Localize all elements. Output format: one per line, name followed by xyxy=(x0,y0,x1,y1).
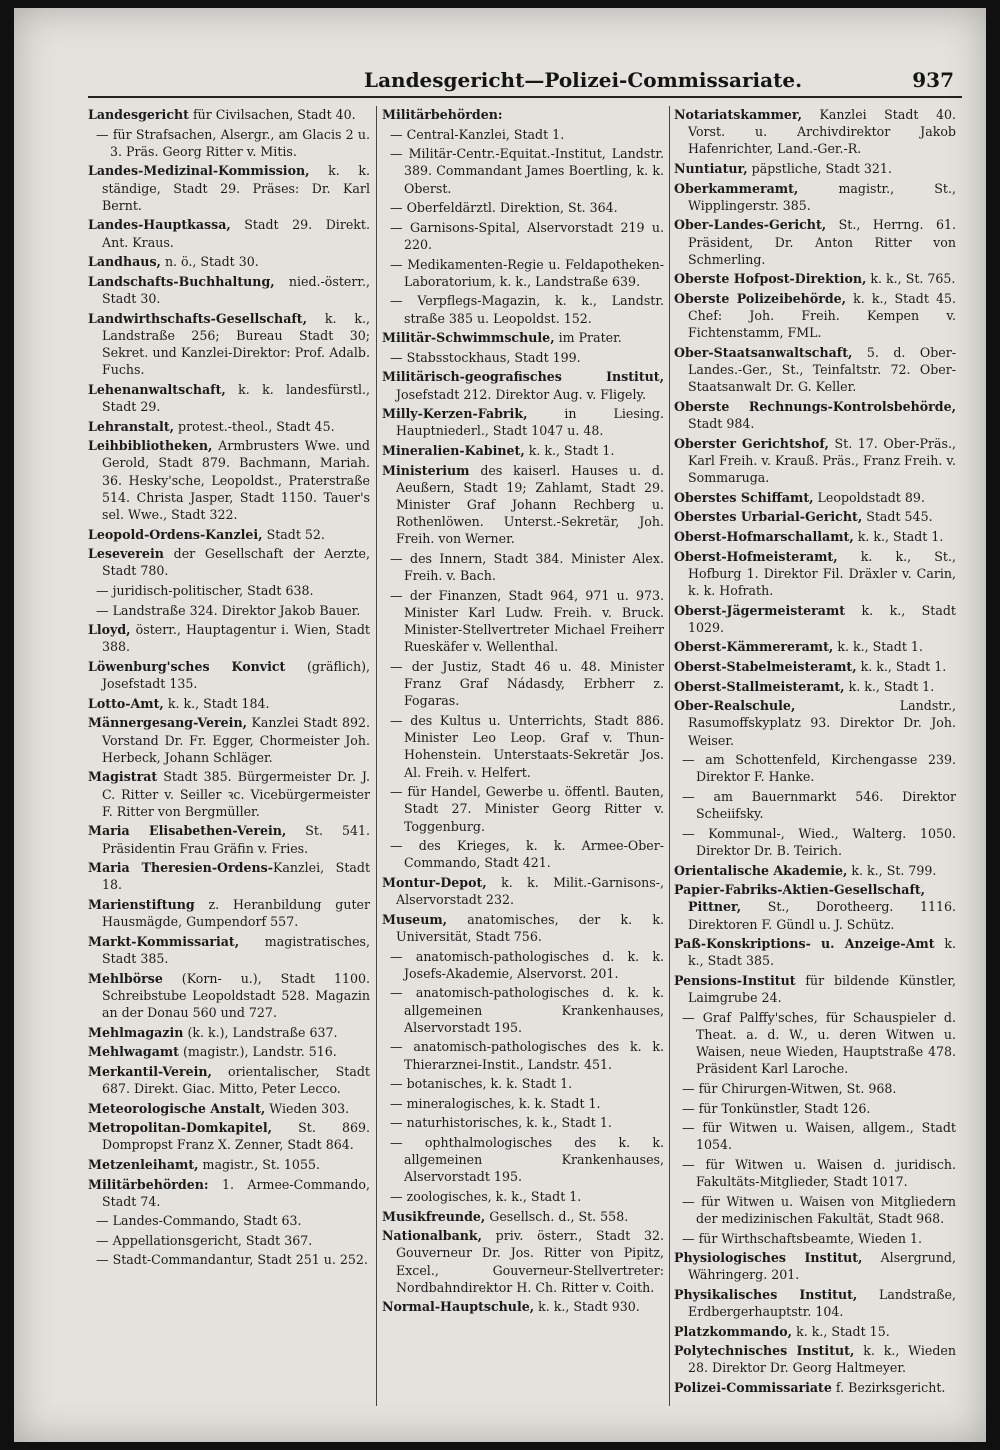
entry-heading: Mineralien-Kabinet, xyxy=(382,442,525,458)
entry-heading: Orientalische Akademie, xyxy=(674,862,848,878)
entry-heading: Militärbehörden: xyxy=(88,1176,209,1192)
directory-subentry xyxy=(382,984,664,1036)
directory-entry xyxy=(674,972,956,1006)
directory-entry xyxy=(674,935,956,969)
entry-heading: Oberst-Kämmereramt, xyxy=(674,639,834,655)
entry-heading: Oberkammeramt, xyxy=(674,180,799,196)
entry-heading: Oberst-Stallmeisteramt, xyxy=(674,678,845,694)
directory-entry xyxy=(674,881,956,933)
entry-text: für Witwen u. Waisen, allgem., Stadt 1054. xyxy=(696,1120,956,1153)
directory-entry xyxy=(674,697,956,749)
entry-text: Verpflegs-Magazin, k. k., Landstr. straße 385 u. Leopoldst. 152. xyxy=(404,293,664,326)
entry-heading: Nationalbank, xyxy=(382,1228,483,1244)
entry-text: Alsergrund, Währingerg. 201. xyxy=(688,1250,956,1283)
entry-text: Stadt-Commandantur, Stadt 251 u. 252. xyxy=(112,1252,368,1268)
directory-entry xyxy=(674,1286,956,1320)
entry-text: k. k., Stadt 385. xyxy=(688,936,956,969)
directory-entry xyxy=(88,1043,370,1060)
entry-heading: Landes-Hauptkassa, xyxy=(88,217,231,233)
entry-heading: Ober-Realschule, xyxy=(674,698,796,714)
directory-entry xyxy=(674,398,956,432)
directory-subentry xyxy=(674,825,956,859)
entry-heading: Oberst-Stabelmeisteramt, xyxy=(674,658,857,674)
entry-heading: Landhaus, xyxy=(88,254,161,270)
directory-subentry xyxy=(382,145,664,197)
directory-entry xyxy=(88,106,370,123)
entry-heading: Oberste Polizeibehörde, xyxy=(674,290,847,306)
entry-text: (gräflich), Josefstadt 135. xyxy=(102,658,370,692)
page-number: 937 xyxy=(912,68,954,92)
directory-entry xyxy=(88,1100,370,1117)
entry-text: Stadt 984. xyxy=(688,416,755,432)
entry-text: Medikamenten-Regie u. Feldapotheken-Laboratorium, k. k., Landstraße 639. xyxy=(404,256,664,289)
entry-text: Landstr., Rasumoffskyplatz 93. Direktor Dr. Joh. Weiser. xyxy=(688,698,956,748)
directory-subentry xyxy=(674,788,956,822)
entry-heading: Montur-Depot, xyxy=(382,874,487,890)
directory-subentry xyxy=(382,1188,664,1205)
directory-entry xyxy=(674,528,956,545)
entry-text: f. Bezirksgericht. xyxy=(831,1380,946,1396)
entry-heading: Oberst-Hofmarschallamt, xyxy=(674,528,854,544)
directory-entry xyxy=(674,602,956,636)
entry-heading: Musikfreunde, xyxy=(382,1208,486,1224)
directory-entry xyxy=(382,405,664,439)
entry-text: am Bauernmarkt 546. Direktor Scheiifsky. xyxy=(696,788,956,822)
entry-text: des Kultus u. Unterrichts, Stadt 886. Minister Leo Leop. Graf v. Thun-Hohenstein. Unterstaats-Sekretär Jos. Al. Freih. v. Helfert. xyxy=(404,712,664,780)
entry-text: k. k., Stadt 45. Chef: Joh. Freih. Kempen v. Fichtenstamm, FML. xyxy=(688,290,956,341)
directory-entry xyxy=(88,695,370,712)
entry-text: Armbrusters Wwe. und Gerold, Stadt 879. Bachmann, Mariah. 36. Hesky'sche, Leopoldst., Praterstraße 514. Christa Jasper, Stadt 1150. Tauer's sel. Wwe., Stadt 322. xyxy=(102,438,370,522)
entry-heading: Maria Elisabethen-Verein, xyxy=(88,823,287,839)
directory-subentry xyxy=(382,349,664,366)
header-rule xyxy=(88,96,962,98)
directory-entry xyxy=(382,1227,664,1296)
directory-entry xyxy=(674,638,956,655)
entry-heading: Notariatskammer, xyxy=(674,107,803,122)
entry-heading: Oberst-Jägermeisteramt xyxy=(674,602,846,618)
directory-entry xyxy=(674,180,956,214)
directory-entry xyxy=(88,310,370,379)
directory-entry xyxy=(674,1379,956,1396)
entry-text: (magistr.), Landstr. 516. xyxy=(179,1044,337,1060)
directory-subentry xyxy=(88,602,370,619)
directory-entry xyxy=(88,1063,370,1097)
entry-text: St., Dorotheerg. 1116. Direktoren F. Gündl u. J. Schütz. xyxy=(688,899,956,932)
entry-text: k. k. Milit.-Garnisons-, Alservorstadt 232. xyxy=(396,874,664,908)
entry-heading: Merkantil-Verein, xyxy=(88,1063,212,1079)
column-divider xyxy=(669,106,670,1406)
entry-heading: Metropolitan-Domkapitel, xyxy=(88,1120,273,1136)
directory-entry xyxy=(674,1342,956,1376)
directory-subentry xyxy=(674,751,956,785)
directory-entry xyxy=(88,1156,370,1173)
directory-subentry xyxy=(88,582,370,599)
entry-text: botanisches, k. k. Stadt 1. xyxy=(406,1076,573,1092)
column-2 xyxy=(382,106,664,1416)
entry-text: Garnisons-Spital, Alservorstadt 219 u. 220. xyxy=(404,219,664,252)
entry-heading: Männergesang-Verein, xyxy=(88,715,248,731)
directory-subentry xyxy=(382,1038,664,1072)
directory-entry xyxy=(674,106,956,158)
directory-entry xyxy=(674,678,956,695)
directory-subentry xyxy=(382,658,664,710)
entry-heading: Militär-Schwimmschule, xyxy=(382,330,555,346)
entry-heading: Oberster Gerichtshof, xyxy=(674,435,829,451)
entry-text: für Witwen u. Waisen d. juridisch. Fakultäts-Mitglieder, Stadt 1017. xyxy=(696,1156,956,1190)
entry-text: päpstliche, Stadt 321. xyxy=(747,161,892,176)
directory-entry xyxy=(88,162,370,214)
entry-text: Josefstadt 212. Direktor Aug. v. Fligely. xyxy=(396,386,646,402)
directory-subentry xyxy=(382,1075,664,1092)
directory-entry xyxy=(674,344,956,396)
directory-subentry xyxy=(382,948,664,982)
entry-heading: Polizei-Commissariate xyxy=(674,1380,832,1396)
entry-text: für Chirurgen-Witwen, St. 968. xyxy=(698,1080,897,1096)
directory-entry xyxy=(88,216,370,250)
entry-heading: Magistrat xyxy=(88,769,158,785)
directory-entry xyxy=(382,1298,664,1315)
directory-subentry xyxy=(382,199,664,216)
entry-heading: Marienstiftung xyxy=(88,896,195,912)
entry-heading: Physikalisches Institut, xyxy=(674,1286,858,1302)
directory-entry xyxy=(88,545,370,579)
directory-entry xyxy=(88,381,370,415)
entry-text: priv. österr., Stadt 32. Gouverneur Dr. Jos. Ritter von Pipitz, Excel., Gouverneur-Stellvertreter: Nordbahndirektor H. Ch. Ritter v. Coith. xyxy=(396,1228,664,1295)
entry-text: für Tonkünstler, Stadt 126. xyxy=(698,1100,871,1116)
entry-heading: Physiologisches Institut, xyxy=(674,1250,863,1266)
entry-heading: Markt-Kommissariat, xyxy=(88,933,240,949)
directory-entry xyxy=(674,290,956,342)
entry-text: Stadt 29. Direkt. Ant. Kraus. xyxy=(102,217,370,250)
entry-heading: Platzkommando, xyxy=(674,1323,793,1339)
entry-text: St. 541. Präsidentin Frau Gräfin v. Fries. xyxy=(102,823,370,856)
directory-subentry xyxy=(674,1080,956,1097)
entry-text: k. k., Stadt 1029. xyxy=(688,602,956,635)
entry-text: anatomisch-pathologisches d. k. k. allgemeinen Krankenhauses, Alservorstadt 195. xyxy=(404,985,664,1035)
directory-entry xyxy=(674,508,956,525)
entry-text: Gesellsch. d., St. 558. xyxy=(485,1208,629,1224)
entry-text: k. k. landesfürstl., Stadt 29. xyxy=(102,381,370,414)
entry-text: k. k., St. 765. xyxy=(866,271,956,287)
entry-heading: Landesgericht xyxy=(88,107,189,122)
column-3 xyxy=(674,106,956,1416)
entry-heading: Oberst-Hofmeisteramt, xyxy=(674,548,838,564)
entry-heading: Pensions-Institut xyxy=(674,972,796,988)
directory-subentry xyxy=(382,256,664,290)
directory-subentry xyxy=(88,1251,370,1268)
entry-text: für bildende Künstler, Laimgrube 24. xyxy=(688,972,956,1006)
entry-text: k. k., Stadt 15. xyxy=(792,1323,890,1339)
entry-text: für Wirthschaftsbeamte, Wieden 1. xyxy=(698,1230,923,1246)
entry-text: für Civilsachen, Stadt 40. xyxy=(188,107,356,122)
header-title: Landesgericht—Polizei-Commissariate. xyxy=(364,68,803,92)
entry-text: magistratisches, Stadt 385. xyxy=(102,933,370,966)
entry-text: nied.-österr., Stadt 30. xyxy=(102,273,370,306)
directory-entry xyxy=(88,970,370,1022)
entry-heading: Leihbibliotheken, xyxy=(88,438,213,454)
entry-text: anatomisch-pathologisches d. k. k. Josefs-Akademie, Alservorst. 201. xyxy=(404,948,664,981)
entry-text: Kanzlei Stadt 40. Vorst. u. Archivdirektor Jakob Hafenrichter, Land.-Ger.-R. xyxy=(688,107,956,157)
entry-heading: Papier-Fabriks-Aktien-Gesellschaft, Pittner, xyxy=(674,882,926,915)
directory-entry xyxy=(674,1249,956,1283)
entry-text: naturhistorisches, k. k., Stadt 1. xyxy=(406,1115,612,1131)
entry-text: k. k., St. 799. xyxy=(847,862,937,878)
entry-text: St. 17. Ober-Präs., Karl Freih. v. Krauß. Präs., Franz Freih. v. Sommaruga. xyxy=(688,435,956,486)
entry-text: der Justiz, Stadt 46 u. 48. Minister Franz Graf Nádasdy, Erbherr z. Fogaras. xyxy=(404,658,664,709)
entry-text: zoologisches, k. k., Stadt 1. xyxy=(406,1188,582,1204)
directory-entry xyxy=(88,437,370,523)
entry-text: für Strafsachen, Alsergr., am Glacis 2 u. 3. Präs. Georg Ritter v. Mitis. xyxy=(110,126,370,159)
directory-entry xyxy=(88,526,370,543)
entry-text: mineralogisches, k. k. Stadt 1. xyxy=(406,1095,601,1111)
entry-text: Wieden 303. xyxy=(265,1100,350,1116)
directory-entry xyxy=(674,658,956,675)
entry-text: k. k., St., Hofburg 1. Direktor Fil. Dräxler v. Carin, k. k. Hofrath. xyxy=(688,548,956,598)
entry-heading: Ober-Landes-Gericht, xyxy=(674,217,827,233)
directory-subentry xyxy=(674,1100,956,1117)
directory-entry xyxy=(674,435,956,487)
directory-entry xyxy=(382,911,664,945)
entry-heading: Paß-Konskriptions- u. Anzeige-Amt xyxy=(674,936,935,952)
entry-heading: Museum, xyxy=(382,911,448,927)
directory-entry xyxy=(382,1208,664,1225)
entry-heading: Meteorologische Anstalt, xyxy=(88,1100,266,1116)
directory-entry xyxy=(88,859,370,893)
entry-text: Leopoldstadt 89. xyxy=(813,489,925,505)
entry-text: ophthalmologisches des k. k. allgemeinen Krankenhauses, Alservorstadt 195. xyxy=(404,1134,664,1185)
entry-heading: Landwirthschafts-Gesellschaft, xyxy=(88,310,307,326)
entry-text: k. k. ständige, Stadt 29. Präses: Dr. Karl Bernt. xyxy=(102,163,370,213)
entry-text: k. k., Stadt 184. xyxy=(163,695,270,711)
entry-text: Stadt 52. xyxy=(262,526,325,542)
directory-entry xyxy=(88,1119,370,1153)
directory-subentry xyxy=(88,1232,370,1249)
entry-text: k. k., Stadt 1. xyxy=(524,442,615,458)
entry-text: für Handel, Gewerbe u. öffentl. Bauten, Stadt 27. Minister Georg Ritter v. Toggenburg. xyxy=(404,784,664,834)
directory-entry xyxy=(88,273,370,307)
directory-entry xyxy=(674,489,956,506)
directory-entry xyxy=(88,621,370,655)
entry-text: k. k., Stadt 930. xyxy=(534,1299,640,1315)
entry-text: k. k., Stadt 1. xyxy=(856,658,947,674)
directory-entry xyxy=(88,658,370,692)
entry-text: Appellationsgericht, Stadt 367. xyxy=(112,1232,313,1248)
directory-entry xyxy=(88,768,370,820)
directory-subentry xyxy=(88,1212,370,1229)
directory-subentry xyxy=(382,1114,664,1131)
entry-text: Stabsstockhaus, Stadt 199. xyxy=(406,349,581,365)
entry-heading: Militärisch-geografisches Institut, xyxy=(382,369,664,385)
directory-entry xyxy=(88,822,370,856)
directory-entry xyxy=(88,933,370,967)
directory-entry xyxy=(88,418,370,435)
entry-text: z. Heranbildung guter Hausmägde, Gumpendorf 557. xyxy=(102,896,370,930)
directory-entry xyxy=(382,462,664,548)
entry-heading: Milly-Kerzen-Fabrik, xyxy=(382,406,528,422)
directory-entry xyxy=(674,270,956,287)
directory-subentry xyxy=(674,1009,956,1078)
directory-subentry xyxy=(382,292,664,326)
entry-heading: Polytechnisches Institut, xyxy=(674,1343,855,1359)
directory-subentry xyxy=(382,550,664,584)
entry-text: der Finanzen, Stadt 964, 971 u. 973. Minister Karl Ludw. Freih. v. Bruck. Minister-Stellvertreter Michael Freiherr Rueskäfer v. Wellenthal. xyxy=(404,587,664,655)
entry-text: (k. k.), Landstraße 637. xyxy=(183,1024,338,1040)
entry-heading: Lotto-Amt, xyxy=(88,695,164,711)
directory-subentry xyxy=(382,837,664,871)
entry-heading: Landschafts-Buchhaltung, xyxy=(88,273,275,289)
directory-subentry xyxy=(674,1156,956,1190)
entry-text: Central-Kanzlei, Stadt 1. xyxy=(406,126,565,142)
entry-text: protest.-theol., Stadt 45. xyxy=(174,418,335,434)
directory-entry xyxy=(88,253,370,270)
directory-subentry xyxy=(382,587,664,656)
entry-heading: Lloyd, xyxy=(88,622,131,638)
directory-subentry xyxy=(382,712,664,781)
directory-subentry xyxy=(88,126,370,160)
directory-entry xyxy=(88,1176,370,1210)
directory-entry xyxy=(88,1024,370,1041)
entry-heading: Landes-Medizinal-Kommission, xyxy=(88,163,310,179)
directory-page xyxy=(14,8,986,1442)
entry-heading: Militärbehörden: xyxy=(382,107,503,122)
entry-text: Oberfeldärztl. Direktion, St. 364. xyxy=(406,200,618,216)
column-1 xyxy=(88,106,370,1416)
entry-heading: Ober-Staatsanwaltschaft, xyxy=(674,344,853,360)
entry-text: n. ö., Stadt 30. xyxy=(160,254,259,270)
column-divider xyxy=(376,106,377,1406)
entry-text: anatomisch-pathologisches des k. k. Thierarznei-Instit., Landstr. 451. xyxy=(404,1039,664,1072)
entry-text: 1. Armee-Commando, Stadt 74. xyxy=(102,1176,370,1209)
directory-entry xyxy=(674,1323,956,1340)
entry-text: Graf Palffy'sches, für Schauspieler d. Theat. a. d. W., u. deren Witwen u. Waisen, neue Wieden, Hauptstraße 478. Präsident Karl Laroche. xyxy=(696,1009,956,1077)
directory-subentry xyxy=(674,1193,956,1227)
entry-heading: Oberste Rechnungs-Kontrolsbehörde, xyxy=(674,398,956,414)
directory-subentry xyxy=(674,1119,956,1153)
directory-subentry xyxy=(674,1230,956,1247)
directory-entry xyxy=(382,442,664,459)
entry-text: des Innern, Stadt 384. Minister Alex. Freih. v. Bach. xyxy=(404,550,664,584)
entry-text: Landstraße, Erdbergerhauptstr. 104. xyxy=(688,1286,956,1320)
entry-text: Kanzlei Stadt 892. Vorstand Dr. Fr. Egger, Chormeister Joh. Herbeck, Johann Schläger. xyxy=(102,715,370,765)
entry-text: magistr., St. 1055. xyxy=(198,1156,320,1172)
entry-text: Kommunal-, Wied., Walterg. 1050. Direktor Dr. B. Teirich. xyxy=(696,825,956,858)
entry-text: der Gesellschaft der Aerzte, Stadt 780. xyxy=(102,546,370,579)
entry-text: magistr., St., Wipplingerstr. 385. xyxy=(688,180,956,213)
entry-heading: Mehlwagamt xyxy=(88,1044,180,1060)
entry-heading: Oberstes Urbarial-Gericht, xyxy=(674,509,863,525)
entry-heading: Mehlmagazin xyxy=(88,1024,184,1040)
entry-heading: Lehranstalt, xyxy=(88,418,175,434)
entry-text: 5. d. Ober-Landes.-Ger., St., Teinfaltstr. 72. Ober-Staatsanwalt Dr. G. Keller. xyxy=(688,344,956,395)
directory-entry xyxy=(674,862,956,879)
entry-text: des kaiserl. Hauses u. d. Aeußern, Stadt 19; Zahlamt, Stadt 29. Minister Graf Johann Rechberg u. Rothenlöwen. Unterst.-Sekretär, Joh. Freih. von Werner. xyxy=(396,462,664,547)
entry-text: k. k., Stadt 1. xyxy=(833,639,923,655)
directory-entry xyxy=(88,896,370,930)
entry-heading: Lehenanwaltschaft, xyxy=(88,381,226,397)
directory-subentry xyxy=(382,783,664,835)
running-header xyxy=(14,66,986,100)
entry-heading: Löwenburg'sches Konvict xyxy=(88,658,286,674)
entry-text: österr., Hauptagentur i. Wien, Stadt 388. xyxy=(102,622,370,655)
directory-entry xyxy=(674,216,956,268)
directory-entry xyxy=(382,874,664,908)
entry-text: juridisch-politischer, Stadt 638. xyxy=(112,582,314,598)
entry-heading: Leopold-Ordens-Kanzlei, xyxy=(88,526,263,542)
entry-text: Stadt 385. Bürgermeister Dr. J. C. Ritter v. Seiller ꝛc. Vicebürgermeister F. Ritter von Bergmüller. xyxy=(102,769,370,819)
directory-subentry xyxy=(382,1095,664,1112)
entry-text: Landstraße 324. Direktor Jakob Bauer. xyxy=(112,602,361,618)
directory-subentry xyxy=(382,126,664,143)
entry-heading: Maria Theresien-Ordens- xyxy=(88,860,273,876)
entry-text: Militär-Centr.-Equitat.-Institut, Landstr. 389. Commandant James Boertling, k. k. Oberst. xyxy=(404,146,664,196)
entry-heading: Metzenleihamt, xyxy=(88,1156,199,1172)
entry-text: k. k., Wieden 28. Direktor Dr. Georg Haltmeyer. xyxy=(688,1343,956,1376)
entry-heading: Ministerium xyxy=(382,462,470,478)
directory-entry xyxy=(382,329,664,346)
entry-text: St. 869. Dompropst Franz X. Zenner, Stadt 864. xyxy=(102,1120,370,1153)
entry-heading: Oberstes Schiffamt, xyxy=(674,489,814,505)
entry-text: am Schottenfeld, Kirchengasse 239. Direktor F. Hanke. xyxy=(696,752,956,785)
entry-heading: Nuntiatur, xyxy=(674,161,748,176)
directory-entry xyxy=(674,160,956,177)
entry-text: k. k., Landstraße 256; Bureau Stadt 30; Sekret. und Kanzlei-Direktor: Prof. Adalb. Fuchs. xyxy=(102,310,370,378)
entry-text: im Prater. xyxy=(554,330,622,346)
entry-text: in Liesing. Hauptniederl., Stadt 1047 u. 48. xyxy=(396,406,664,439)
entry-text: k. k., Stadt 1. xyxy=(844,678,935,694)
directory-entry xyxy=(382,368,664,402)
entry-text: Stadt 545. xyxy=(862,509,933,525)
entry-heading: Mehlbörse xyxy=(88,970,163,986)
entry-text: Kanzlei, Stadt 18. xyxy=(102,860,370,893)
directory-subentry xyxy=(382,1134,664,1186)
entry-text: (Korn- u.), Stadt 1100. Schreibstube Leopoldstadt 528. Magazin an der Donau 560 und 727. xyxy=(102,970,370,1020)
entry-text: k. k., Stadt 1. xyxy=(853,528,944,544)
directory-entry xyxy=(382,106,664,123)
directory-entry xyxy=(674,548,956,600)
entry-heading: Normal-Hauptschule, xyxy=(382,1299,535,1315)
entry-text: Landes-Commando, Stadt 63. xyxy=(112,1213,302,1229)
directory-subentry xyxy=(382,219,664,253)
entry-text: des Krieges, k. k. Armee-Ober-Commando, Stadt 421. xyxy=(404,838,664,871)
entry-heading: Leseverein xyxy=(88,546,164,562)
directory-entry xyxy=(88,714,370,766)
entry-text: St., Herrng. 61. Präsident, Dr. Anton Ritter von Schmerling. xyxy=(688,217,956,267)
entry-text: orientalischer, Stadt 687. Direkt. Giac. Mitto, Peter Lecco. xyxy=(102,1063,370,1096)
entry-text: anatomisches, der k. k. Universität, Stadt 756. xyxy=(396,911,664,944)
entry-heading: Oberste Hofpost-Direktion, xyxy=(674,271,867,287)
entry-text: für Witwen u. Waisen von Mitgliedern der medizinischen Fakultät, Stadt 968. xyxy=(696,1193,956,1226)
